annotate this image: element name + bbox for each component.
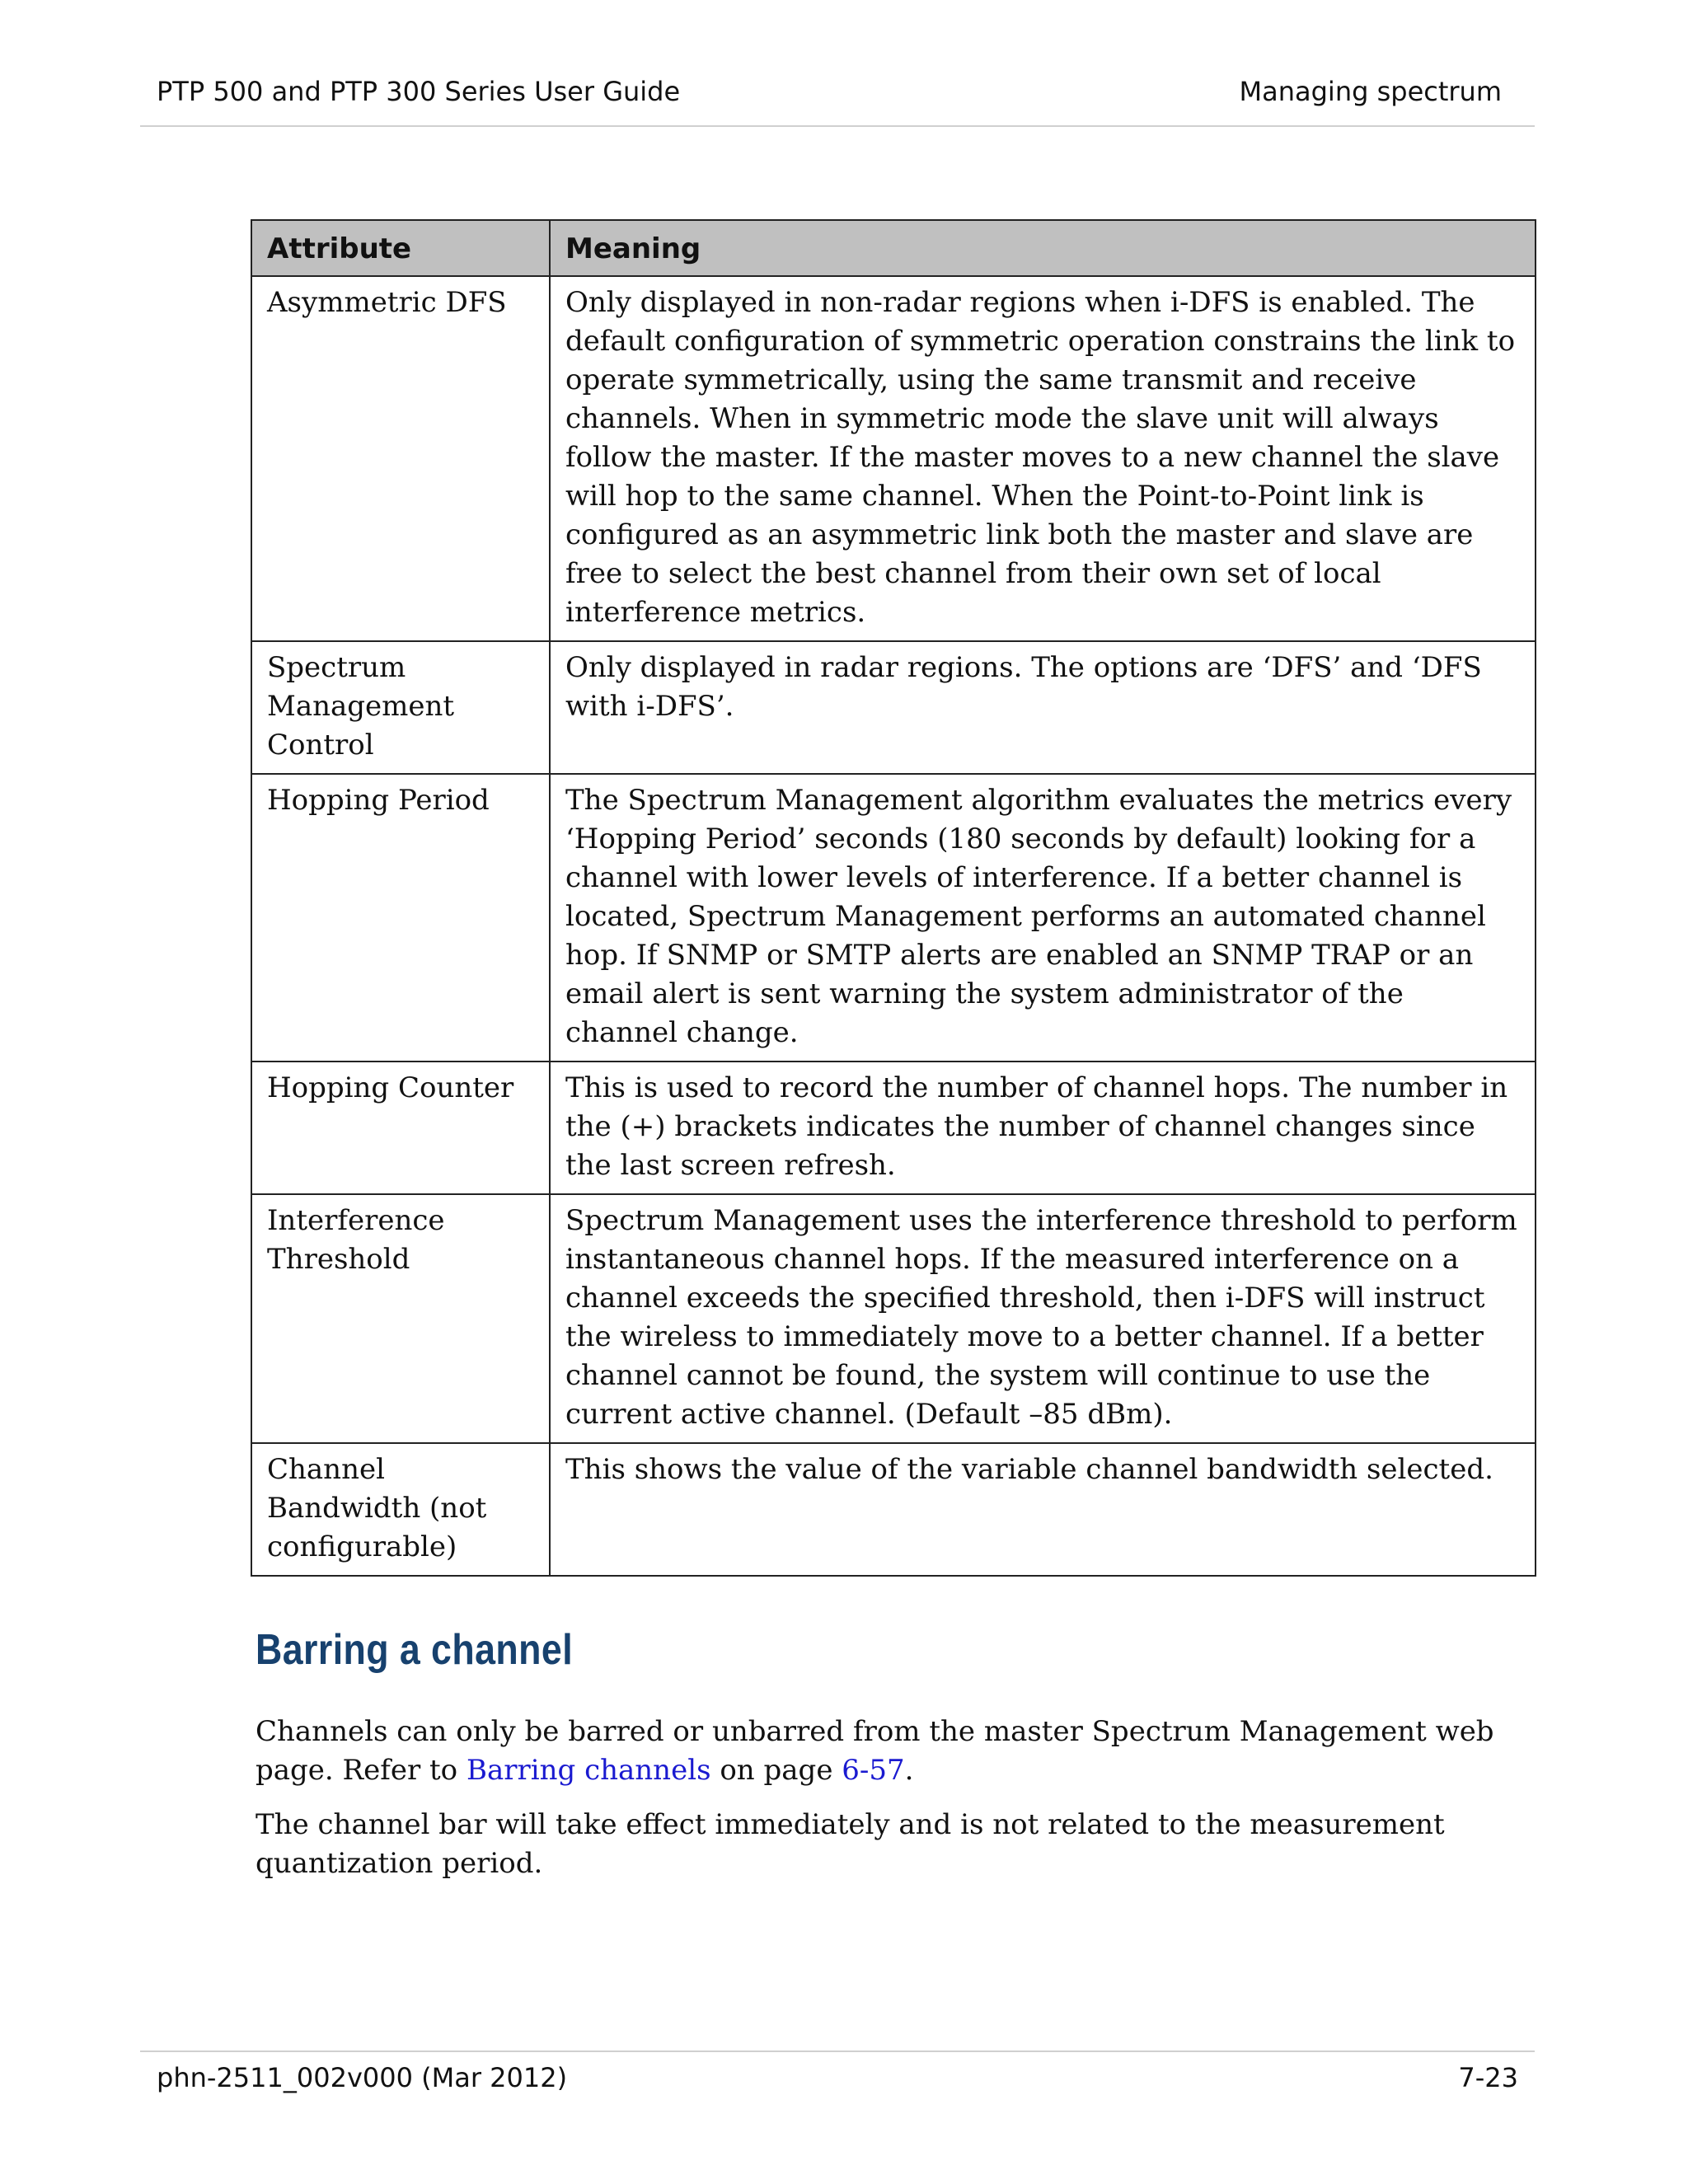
meaning-cell: This is used to record the number of channel hops. The number in the (+) brackets indicates the number of channel changes since the last screen refresh. xyxy=(550,1062,1536,1194)
attribute-table xyxy=(251,219,1536,1577)
paragraph-barring-reference xyxy=(256,1713,1525,1790)
attribute-cell: Interference Threshold xyxy=(251,1194,550,1443)
meaning-cell: Only displayed in radar regions. The options are ‘DFS’ and ‘DFS with i-DFS’. xyxy=(550,641,1536,774)
header-document-title: PTP 500 and PTP 300 Series User Guide xyxy=(157,76,681,107)
paragraph-text: . xyxy=(904,1754,914,1787)
meaning-cell: Spectrum Management uses the interference threshold to perform instantaneous channel hops. If the measured interference on a channel exceeds the specified threshold, then i-DFS will instruct the wireless to immediately move to a better channel. If a better channel cannot be found, the system will continue to use the current active channel. (Default –85 dBm). xyxy=(550,1194,1536,1443)
paragraph-text: on page xyxy=(710,1754,842,1787)
column-header-attribute: Attribute xyxy=(251,220,550,276)
table-row xyxy=(251,1062,1536,1194)
footer-document-id: phn-2511_002v000 (Mar 2012) xyxy=(157,2062,568,2093)
attribute-cell: Hopping Period xyxy=(251,774,550,1062)
page-reference-link[interactable]: 6-57 xyxy=(842,1754,905,1787)
header-divider xyxy=(140,125,1535,127)
footer-divider xyxy=(140,2050,1535,2052)
table-row xyxy=(251,276,1536,641)
table-header-row xyxy=(251,220,1536,276)
paragraph-text: Channels can only be barred or unbarred from the master Spectrum Management web page. Refer to xyxy=(256,1715,1494,1787)
table-row xyxy=(251,774,1536,1062)
column-header-meaning: Meaning xyxy=(550,220,1536,276)
attribute-cell: Hopping Counter xyxy=(251,1062,550,1194)
header-chapter-title: Managing spectrum xyxy=(1239,76,1502,107)
paragraph-channel-bar: The channel bar will take effect immediately and is not related to the measurement quantization period. xyxy=(256,1808,1445,1880)
attribute-cell: Channel Bandwidth (not configurable) xyxy=(251,1443,550,1576)
section-heading: Barring a channel xyxy=(256,1626,574,1674)
table-row xyxy=(251,1443,1536,1576)
meaning-cell: This shows the value of the variable channel bandwidth selected. xyxy=(550,1443,1536,1576)
page-header xyxy=(140,76,1518,112)
attribute-cell: Spectrum Management Control xyxy=(251,641,550,774)
attribute-cell: Asymmetric DFS xyxy=(251,276,550,641)
table-row xyxy=(251,1194,1536,1443)
meaning-cell: The Spectrum Management algorithm evaluates the metrics every ‘Hopping Period’ seconds (180 seconds by default) looking for a channel with lower levels of interference. If a better channel is located, Spectrum Management performs an automated channel hop. If SNMP or SMTP alerts are enabled an SNMP TRAP or an email alert is sent warning the system administrator of the channel change. xyxy=(550,774,1536,1062)
barring-channels-link[interactable]: Barring channels xyxy=(466,1754,711,1787)
footer-page-number: 7-23 xyxy=(1458,2062,1518,2093)
meaning-cell: Only displayed in non-radar regions when i-DFS is enabled. The default configuration of symmetric operation constrains the link to operate symmetrically, using the same transmit and receive channels. When in symmetric mode the slave unit will always follow the master. If the master moves to a new channel the slave will hop to the same channel. When the Point-to-Point link is configured as an asymmetric link both the master and slave are free to select the best channel from their own set of local interference metrics. xyxy=(550,276,1536,641)
table-row xyxy=(251,641,1536,774)
